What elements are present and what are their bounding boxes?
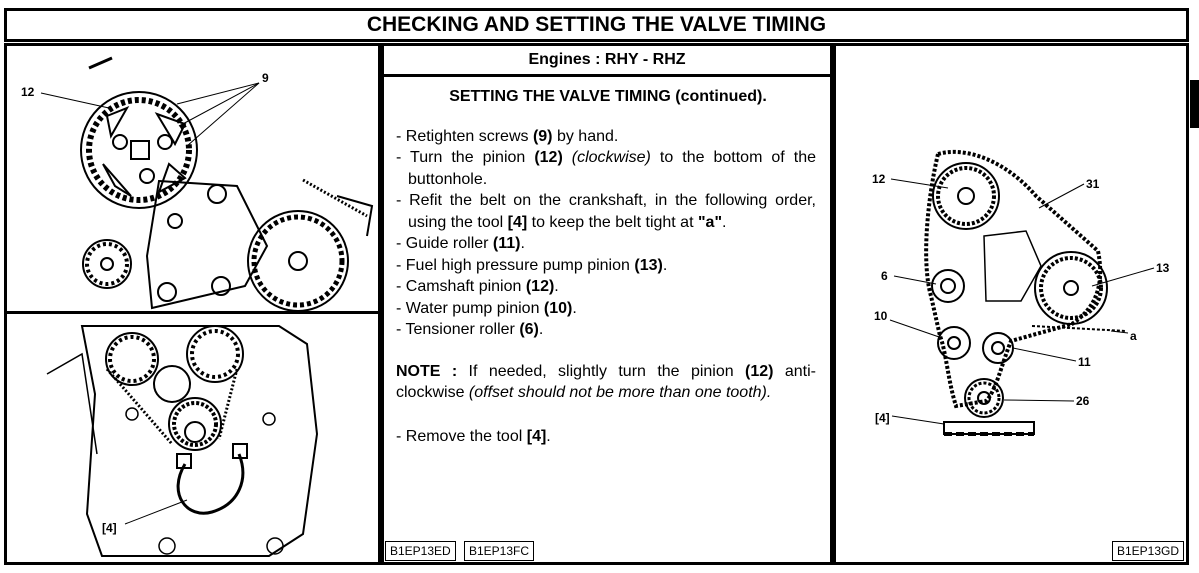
steps-list xyxy=(396,126,816,341)
remove-tool-step: - Remove the tool [4]. xyxy=(396,427,551,445)
crankshaft-tool-illustration xyxy=(7,314,378,562)
engines-header: Engines : RHY - RHZ xyxy=(384,46,830,77)
figure-ref-3: B1EP13GD xyxy=(1112,541,1184,561)
step-item: - Guide roller (11). xyxy=(396,235,525,252)
crankshaft-tool-drawing xyxy=(7,314,378,562)
label-tool-4: [4] xyxy=(102,521,117,535)
belt-routing-drawing xyxy=(836,46,1186,562)
camshaft-pinion-illustration xyxy=(7,46,378,314)
step-item: - Refit the belt on the crankshaft, in the following order, using the tool [4] to keep the belt tight at "a". xyxy=(396,192,816,231)
step-item: - Camshaft pinion (12). xyxy=(396,278,559,295)
label-6: 6 xyxy=(881,269,888,283)
label-a: a xyxy=(1130,329,1137,343)
figure-ref-2: B1EP13FC xyxy=(464,541,534,561)
label-9: 9 xyxy=(262,71,269,85)
instructions-panel xyxy=(381,43,833,565)
label-12: 12 xyxy=(872,172,886,186)
page-edge-marker xyxy=(1190,80,1199,128)
step-item: - Turn the pinion (12) (clockwise) to the bottom of the buttonhole. xyxy=(396,149,817,188)
instructions-body xyxy=(396,86,816,447)
left-illustrations xyxy=(4,43,381,565)
label-26: 26 xyxy=(1076,394,1090,408)
label-13: 13 xyxy=(1156,261,1170,275)
label-10: 10 xyxy=(874,309,888,323)
label-12: 12 xyxy=(21,85,35,99)
label-tool-4: [4] xyxy=(875,411,890,425)
section-subtitle: SETTING THE VALVE TIMING (continued). xyxy=(449,88,767,105)
camshaft-pinion-drawing xyxy=(7,46,378,311)
belt-routing-illustration xyxy=(833,43,1189,565)
step-item: - Water pump pinion (10). xyxy=(396,299,577,317)
step-item: - Retighten screws (9) by hand. xyxy=(396,127,619,145)
step-item: - Tensioner roller (6). xyxy=(396,321,544,338)
label-31: 31 xyxy=(1086,177,1100,191)
page-title: CHECKING AND SETTING THE VALVE TIMING xyxy=(4,8,1189,42)
figure-ref-1: B1EP13ED xyxy=(385,541,456,561)
label-11: 11 xyxy=(1078,355,1091,369)
step-item: - Fuel high pressure pump pinion (13). xyxy=(396,256,668,274)
note: NOTE : If needed, slightly turn the pinion (12) anti-clockwise (offset should not be more than one tooth). xyxy=(396,362,817,401)
